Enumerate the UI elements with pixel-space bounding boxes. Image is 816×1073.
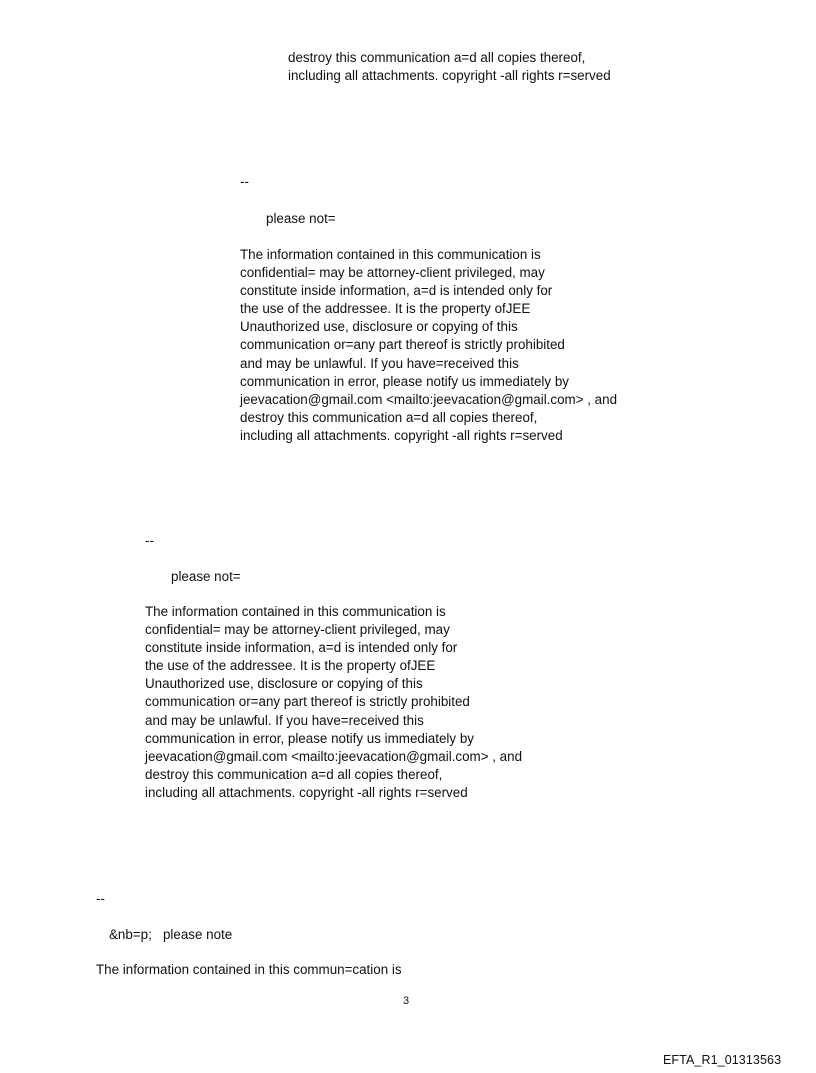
- text-line: destroy this communication a=d all copies thereof,: [288, 50, 586, 65]
- text-line: The information contained in this communication is: [145, 604, 446, 619]
- text-line: destroy this communication a=d all copies thereof,: [145, 766, 443, 782]
- text-line: communication or=any part thereof is strictly prohibited: [240, 337, 565, 353]
- text-line: confidential= may be attorney-client privileged, may: [240, 265, 545, 281]
- text-line: Unauthorized use, disclosure or copying of this: [145, 676, 423, 692]
- text-line: including all attachments. copyright -all rights r=served: [288, 68, 611, 84]
- disclaimer-block: [145, 603, 522, 802]
- separator: --: [96, 891, 105, 906]
- text-line: including all attachments. copyright -all rights r=served: [145, 784, 468, 800]
- text-line: The information contained in this commun=cation is: [96, 962, 402, 977]
- text-line: communication in error, please notify us immediately by: [145, 730, 474, 746]
- text-line: and may be unlawful. If you have=received this: [240, 355, 519, 371]
- disclaimer-block: [240, 246, 617, 445]
- text-line: communication in error, please notify us immediately by: [240, 373, 569, 389]
- text-line: confidential= may be attorney-client privileged, may: [145, 622, 450, 638]
- text-line: destroy this communication a=d all copies thereof,: [240, 409, 538, 425]
- text-line: the use of the addressee. It is the property ofJEE: [145, 658, 436, 674]
- separator: --: [145, 533, 154, 548]
- text-line: the use of the addressee. It is the property ofJEE: [240, 301, 531, 317]
- greeting: please not=: [266, 211, 336, 226]
- separator: --: [240, 174, 249, 189]
- text-line: constitute inside information, a=d is intended only for: [240, 283, 553, 299]
- text-line: jeevacation@gmail.com <mailto:jeevacation@gmail.com> , and: [240, 391, 618, 407]
- page-number: 3: [403, 995, 410, 1007]
- greeting: please not=: [171, 569, 241, 584]
- text-line: communication or=any part thereof is strictly prohibited: [145, 694, 470, 710]
- text-line: jeevacation@gmail.com <mailto:jeevacation@gmail.com> , and: [145, 748, 523, 764]
- document-id: EFTA_R1_01313563: [663, 1053, 782, 1067]
- text-line: including all attachments. copyright -all rights r=served: [240, 427, 563, 443]
- top-fragment: [288, 49, 611, 85]
- text-line: constitute inside information, a=d is intended only for: [145, 640, 458, 656]
- greeting: &nb=p; please note: [109, 927, 233, 942]
- text-line: Unauthorized use, disclosure or copying of this: [240, 319, 518, 335]
- text-line: and may be unlawful. If you have=received this: [145, 712, 424, 728]
- text-line: The information contained in this communication is: [240, 247, 541, 262]
